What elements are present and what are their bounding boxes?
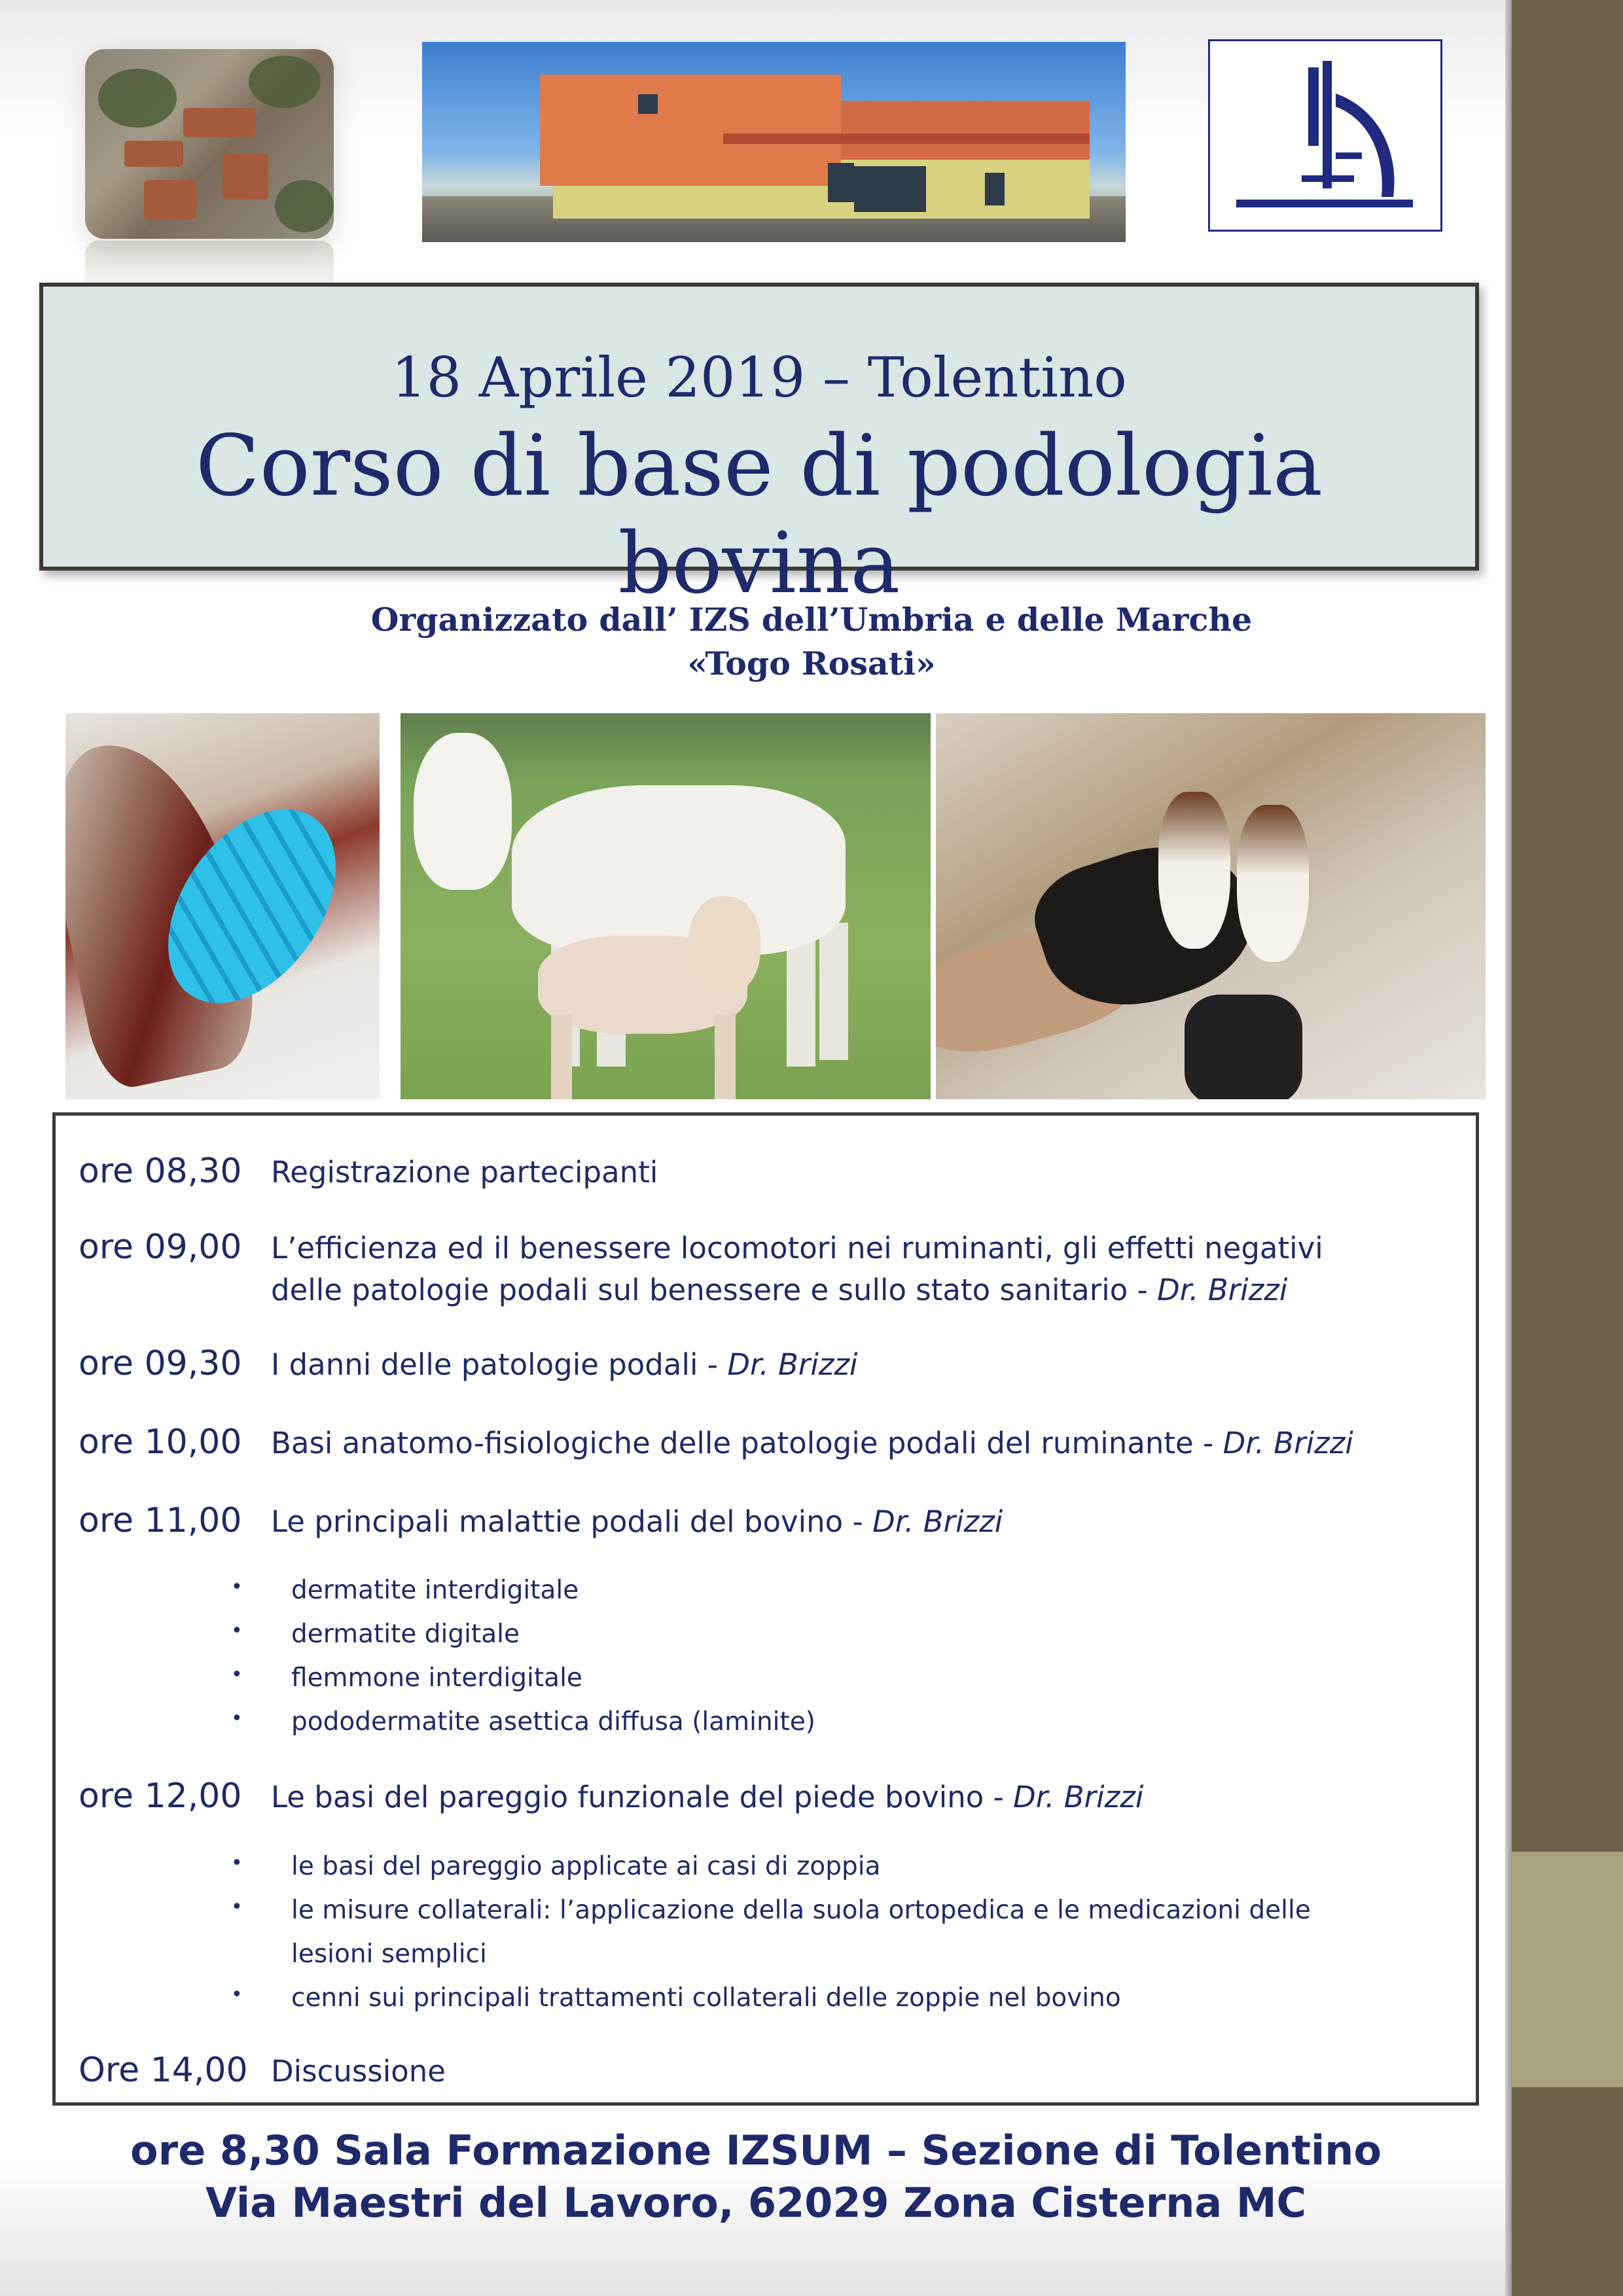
program-speaker: Dr. Brizzi xyxy=(1222,1426,1353,1460)
program-time: ore 11,00 xyxy=(79,1501,242,1540)
program-row xyxy=(79,1422,1353,1462)
address-line: Via Maestri del Lavoro, 62029 Zona Cisterna MC xyxy=(205,2179,1307,2227)
organizer-line: Organizzato dall’ IZS dell’Umbria e delle Marche xyxy=(370,601,1253,639)
venue-line: ore 8,30 Sala Formazione IZSUM – Sezione di Tolentino xyxy=(130,2127,1382,2174)
cow-and-calf-photo xyxy=(401,713,931,1099)
program-topic: I danni delle patologie podali - xyxy=(271,1347,728,1382)
decorative-sidebar-accent xyxy=(1512,1852,1623,2087)
institute-logo xyxy=(1208,39,1442,232)
bullet-icon: • xyxy=(231,1663,243,1686)
bullet-icon: • xyxy=(231,1896,243,1918)
program-topic-continued xyxy=(271,1273,1287,1307)
program-speaker: Dr. Brizzi xyxy=(1157,1273,1288,1307)
bullet-icon: • xyxy=(231,1707,243,1730)
microscope-logo-icon xyxy=(1210,41,1440,230)
list-item-text: cenni sui principali trattamenti collaterali delle zoppie nel bovino xyxy=(291,1983,1121,2013)
aerial-campus-photo xyxy=(85,49,334,239)
program-topic: L’efficienza ed il benessere locomotori nei ruminanti, gli effetti negativi xyxy=(271,1231,1323,1265)
program-speaker: Dr. Brizzi xyxy=(727,1347,858,1382)
sidebar-edge xyxy=(1505,0,1512,2296)
list-item-text: dermatite digitale xyxy=(291,1619,520,1649)
program-row xyxy=(79,1776,1143,1816)
building-photo xyxy=(422,42,1126,242)
list-item-text: pododermatite asettica diffusa (laminite) xyxy=(291,1707,816,1737)
program-time: ore 09,30 xyxy=(79,1344,242,1383)
program-topic: Registrazione partecipanti xyxy=(271,1155,658,1190)
program-time: ore 08,30 xyxy=(79,1152,242,1191)
list-item-text: flemmone interdigitale xyxy=(291,1663,582,1693)
title-box xyxy=(39,283,1479,612)
program-time: ore 10,00 xyxy=(79,1422,242,1462)
bullet-icon: • xyxy=(231,1983,243,2006)
program-row xyxy=(79,1227,1323,1267)
program-time: ore 12,00 xyxy=(79,1776,242,1816)
bullet-icon: • xyxy=(231,1619,243,1642)
program-topic: Basi anatomo-fisiologiche delle patologie podali del ruminante - xyxy=(271,1426,1223,1460)
list-item-text: le misure collaterali: l’applicazione della suola ortopedica e le medicazioni delle xyxy=(291,1896,1311,1925)
program-speaker: Dr. Brizzi xyxy=(1013,1780,1144,1814)
program-row xyxy=(79,1344,858,1383)
program-row xyxy=(79,1501,1003,1540)
list-item-text: dermatite interdigitale xyxy=(291,1576,579,1605)
hoof-trimming-photo xyxy=(936,713,1486,1099)
program-time: ore 09,00 xyxy=(79,1227,242,1267)
hoof-treatment-photo xyxy=(65,713,380,1099)
program-row xyxy=(79,2051,446,2090)
event-date-place: 18 Aprile 2019 – Tolentino xyxy=(391,345,1127,410)
program-time: Ore 14,00 xyxy=(79,2051,248,2090)
bullet-icon: • xyxy=(231,1576,243,1598)
list-item-text: lesioni semplici xyxy=(291,1939,487,1969)
course-title: Corso di base di podologia bovina xyxy=(195,417,1323,612)
program-topic: Discussione xyxy=(271,2054,446,2089)
program-speaker: Dr. Brizzi xyxy=(872,1504,1003,1539)
program-row xyxy=(79,1152,658,1191)
program-topic: Le principali malattie podali del bovino - xyxy=(271,1504,873,1539)
list-item-text: le basi del pareggio applicate ai casi di zoppia xyxy=(291,1852,881,1881)
program-topic: delle patologie podali sul benessere e sullo stato sanitario - xyxy=(271,1273,1158,1307)
program-topic: Le basi del pareggio funzionale del piede bovino - xyxy=(271,1780,1014,1814)
organizer-name: «Togo Rosati» xyxy=(687,645,936,682)
bullet-icon: • xyxy=(231,1852,243,1875)
